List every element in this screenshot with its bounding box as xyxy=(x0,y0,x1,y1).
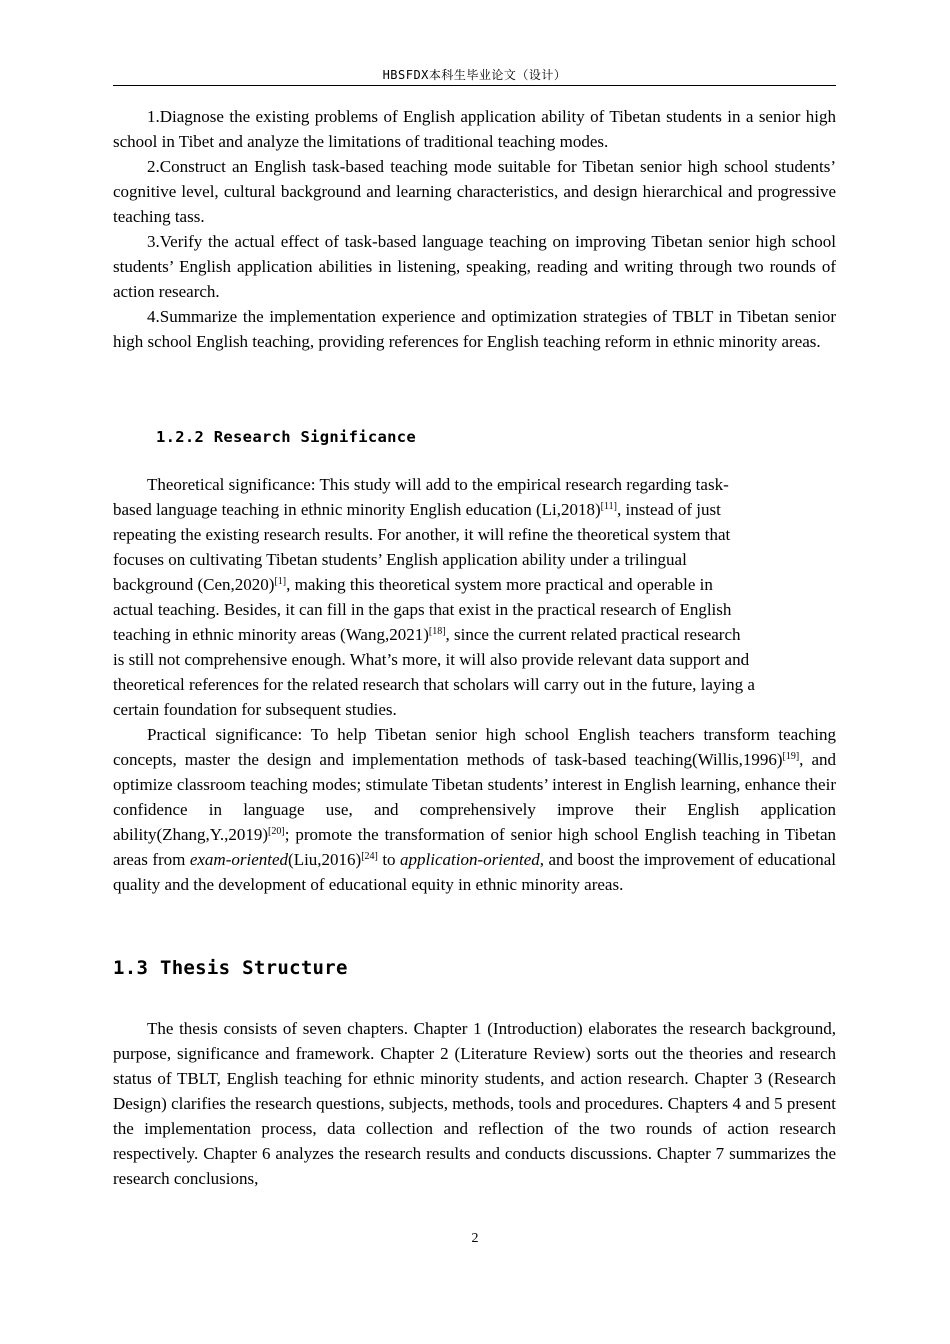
citation-ref: [11] xyxy=(600,501,617,512)
text-span: Practical significance: To help Tibetan senior high school English teachers transform teaching concepts, master the design and implementation methods of task-based teaching(Willis,1996) xyxy=(113,725,836,769)
text-line: focuses on cultivating Tibetan students’ English application ability under a trilingual xyxy=(113,550,687,569)
section-heading: 1.3 Thesis Structure xyxy=(113,957,348,979)
subsection-heading: 1.2.2 Research Significance xyxy=(156,428,417,446)
text-span: based language teaching in ethnic minority English education (Li,2018) xyxy=(113,500,601,519)
text-span: (Liu,2016) xyxy=(288,850,362,869)
text-span: background (Cen,2020) xyxy=(113,575,275,594)
theoretical-significance-paragraph xyxy=(113,472,836,722)
text-line: is still not comprehensive enough. What’s more, it will also provide relevant data support and xyxy=(113,650,750,669)
objectives-block xyxy=(113,104,836,354)
italic-term: application-oriented xyxy=(400,850,540,869)
citation-ref: [19] xyxy=(782,751,800,762)
text-line: repeating the existing research results. For another, it will refine the theoretical system that xyxy=(113,525,731,544)
text-span: , making this theoretical system more practical and operable in xyxy=(286,575,713,594)
text-span: to xyxy=(377,850,400,869)
text-span: , and boost the improvement of educational quality and the development of educational equity in ethnic minority areas. xyxy=(113,850,836,894)
practical-significance-block xyxy=(113,722,836,897)
thesis-structure-paragraph: The thesis consists of seven chapters. Chapter 1 (Introduction) elaborates the research background, purpose, significance and framework. Chapter 2 (Literature Review) sorts out the theories and research status of TBLT, English teaching for ethnic minority students, and action research. Chapter 3 (Research Design) clarifies the research questions, subjects, methods, tools and procedures. Chapters 4 and 5 present the implementation process, data collection and reflection of the two rounds of action research respectively. Chapter 6 analyzes the research results and conducts discussions. Chapter 7 summarizes the research conclusions, xyxy=(113,1019,836,1188)
text-line xyxy=(113,622,836,647)
text-line: actual teaching. Besides, it can fill in the gaps that exist in the practical research of English xyxy=(113,600,732,619)
text-line: certain foundation for subsequent studies. xyxy=(113,700,397,719)
citation-ref: [18] xyxy=(428,626,446,637)
citation-ref: [1] xyxy=(274,576,287,587)
objective-item: 2.Construct an English task-based teaching mode suitable for Tibetan senior high school students’ cognitive level, cultural background and learning characteristics, and design hierarchical and progressive teaching tass. xyxy=(113,157,836,226)
objective-item: 4.Summarize the implementation experience and optimization strategies of TBLT in Tibetan senior high school English teaching, providing references for English teaching reform in ethnic minority areas. xyxy=(113,307,836,351)
text-span: , and optimize classroom teaching modes; stimulate Tibetan students’ interest in English learning, enhance their confidence in language use, and comprehensively improve their English application ability(Zhang,Y.,2019) xyxy=(113,750,837,844)
text-line: Theoretical significance: This study will add to the empirical research regarding task- xyxy=(147,475,729,494)
text-span: ; promote the transformation of senior high school English teaching in Tibetan areas from xyxy=(113,825,836,869)
objective-item: 3.Verify the actual effect of task-based language teaching on improving Tibetan senior high school students’ English application abilities in listening, speaking, reading and writing through two rounds of action research. xyxy=(113,232,836,301)
text-line xyxy=(113,497,836,522)
header-rule xyxy=(113,85,836,86)
text-span: , instead of just xyxy=(616,500,721,519)
italic-term: exam-oriented xyxy=(189,850,289,869)
text-line: theoretical references for the related research that scholars will carry out in the future, laying a xyxy=(113,675,755,694)
practical-significance-paragraph xyxy=(113,722,836,897)
running-header: HBSFDX本科生毕业论文（设计） xyxy=(382,68,567,82)
text-line xyxy=(113,572,836,597)
objective-item: 1.Diagnose the existing problems of English application ability of Tibetan students in a senior high school in Tibet and analyze the limitations of traditional teaching modes. xyxy=(113,107,836,151)
text-span: , since the current related practical research xyxy=(445,625,741,644)
citation-ref: [24] xyxy=(361,851,378,862)
text-span: teaching in ethnic minority areas (Wang,2021) xyxy=(113,625,429,644)
thesis-structure-block xyxy=(113,1016,836,1191)
page-number: 2 xyxy=(471,1231,479,1246)
citation-ref: [20] xyxy=(268,826,285,837)
